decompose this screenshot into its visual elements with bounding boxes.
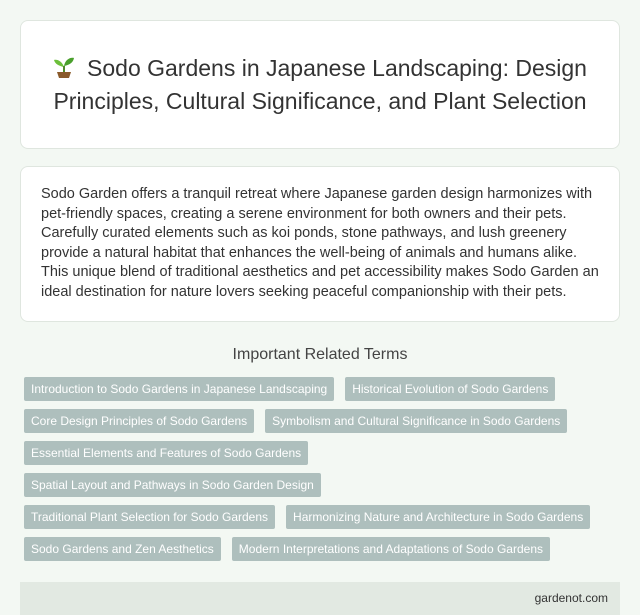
page-title-text: Sodo Gardens in Japanese Landscaping: Design Principles, Cultural Significance, and Plant Selection (53, 54, 587, 114)
related-term-tag[interactable]: Historical Evolution of Sodo Gardens (345, 377, 555, 401)
related-terms-list (20, 377, 620, 569)
related-term-tag[interactable]: Introduction to Sodo Gardens in Japanese Landscaping (24, 377, 334, 401)
related-term-tag[interactable]: Core Design Principles of Sodo Gardens (24, 409, 254, 433)
page-title (51, 53, 589, 117)
related-term-tag[interactable]: Essential Elements and Features of Sodo Gardens (24, 441, 308, 465)
description-card (20, 166, 620, 322)
description-text: Sodo Garden offers a tranquil retreat where Japanese garden design harmonizes with pet-friendly spaces, creating a serene environment for both owners and their pets. Carefully curated elements such as koi ponds, stone pathways, and lush greenery provide a natural habitat that enhances the well-being of animals and humans alike. This unique blend of traditional aesthetics and pet accessibility makes Sodo Garden an ideal destination for nature lovers seeking peaceful companionship with their pets. (41, 186, 599, 300)
related-term-tag[interactable]: Harmonizing Nature and Architecture in Sodo Gardens (286, 505, 590, 529)
title-card (20, 20, 620, 149)
footer (20, 582, 620, 615)
related-term-tag[interactable]: Traditional Plant Selection for Sodo Gardens (24, 505, 275, 529)
footer-site-link[interactable]: gardenot.com (534, 591, 608, 605)
related-terms-heading: Important Related Terms (232, 346, 408, 363)
sprout-icon (53, 54, 75, 86)
related-term-tag[interactable]: Modern Interpretations and Adaptations of Sodo Gardens (232, 537, 550, 561)
related-term-tag[interactable]: Symbolism and Cultural Significance in Sodo Gardens (265, 409, 567, 433)
related-term-tag[interactable]: Spatial Layout and Pathways in Sodo Garden Design (24, 473, 321, 497)
related-term-tag[interactable]: Sodo Gardens and Zen Aesthetics (24, 537, 221, 561)
